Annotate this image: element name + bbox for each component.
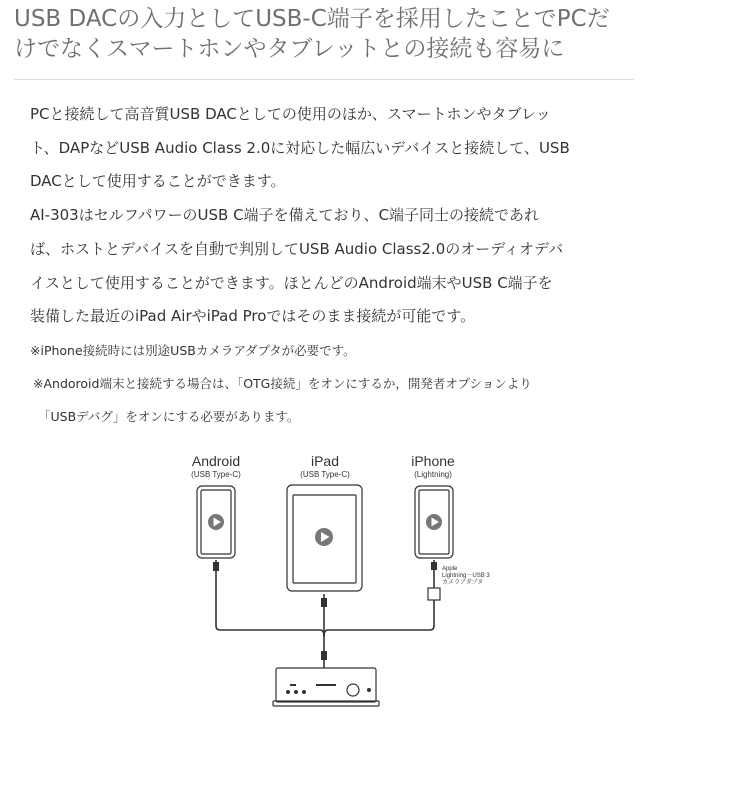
ipad-port-label: (USB Type-C) [300,470,350,479]
iphone-port-label: (Lightning) [414,470,452,479]
note-android: ※Andoroid端末と接続する場合は、「OTG接続」をオンにするか，開発者オプションより [33,376,532,391]
body-line: イスとして使用することができます。ほとんどのAndroid端末やUSB C端子を [30,273,553,292]
adapter-label-3: カメラアダプタ [442,580,484,586]
amp-small-knob [367,688,371,692]
note-android-cont: 「USBデバグ」をオンにする必要があります。 [38,409,300,424]
amp-display-bar [316,684,336,686]
android-connector [213,562,219,571]
amp-connector [321,651,327,660]
body-line: PCと接続して高音質USB DACとしての使用のほか、スマートホンやタブレッ [30,105,551,123]
android-label: Android [191,453,241,469]
heading-divider [14,79,634,80]
section-heading [14,4,634,64]
android-port-label: (USB Type-C) [191,470,241,479]
ipad-connector [321,598,327,607]
heading-line-2: けでなくスマートホンやタブレットとの接続も容易に [14,36,565,62]
ipad-label: iPad [310,453,340,469]
adapter-label-1: Apple [442,566,458,572]
play-icons [208,514,442,546]
body-line: DACとして使用することができます。 [30,172,286,191]
camera-adapter-icon [428,588,440,600]
android-cable [216,560,324,636]
iphone-connector [431,562,437,570]
body-line: AI-303はセルフパワーのUSB C端子を備えており、C端子同士の接続であれ [30,206,540,225]
body-line: ば、ホストとデバイスを自動で判別してUSB Audio Class2.0のオーディオデバ [30,239,564,258]
iphone-cable [324,560,434,636]
amp-button [294,690,298,694]
iphone-label: iPhone [411,453,455,469]
connection-diagram [140,446,510,716]
volume-knob-icon [347,684,359,696]
heading-line-1: USB DACの入力としてUSB-C端子を採用したことでPCだ [14,6,610,32]
notes [30,334,630,433]
note-iphone: ※iPhone接続時には別途USBカメラアダプタが必要です。 [30,343,356,358]
description-text [30,98,630,334]
amp-display [290,684,296,686]
adapter-label-2: Lightning－USB 3 [442,573,490,579]
amp-button [302,690,306,694]
body-line: 装備した最近のiPad AirやiPad Proではそのまま接続が可能です。 [30,307,476,326]
body-line: ト、DAPなどUSB Audio Class 2.0に対応した幅広いデバイスと接続して、USB [30,138,570,157]
amp-button [286,690,290,694]
